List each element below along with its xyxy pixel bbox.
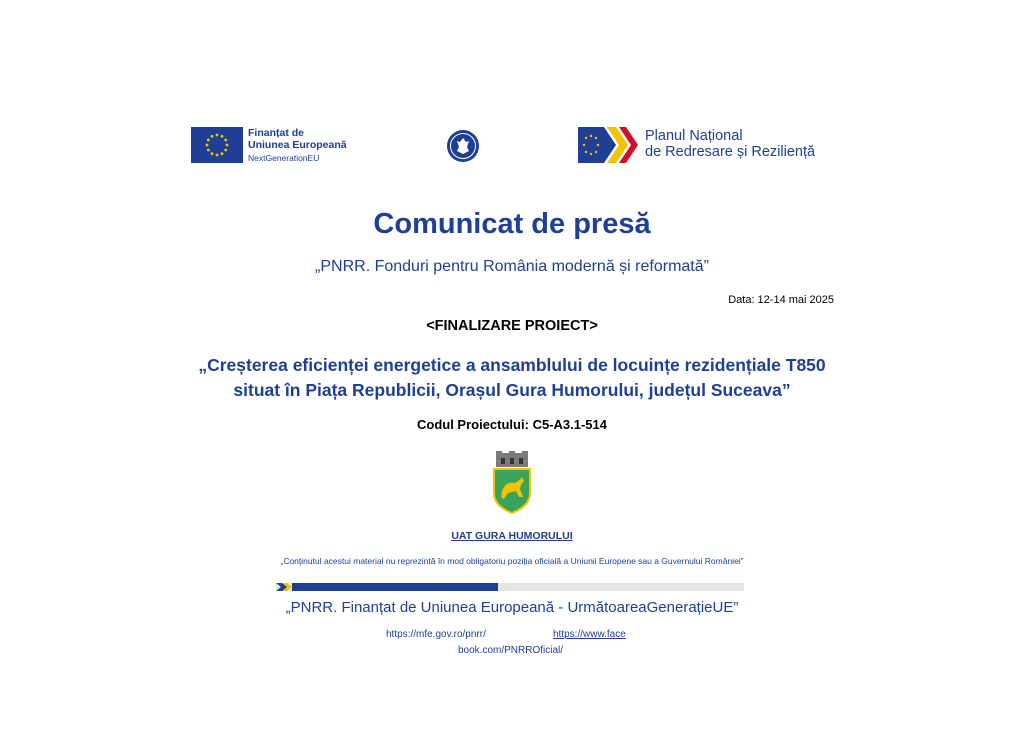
- project-title: [0, 353, 1024, 403]
- mfe-link[interactable]: https://mfe.gov.ro/pnrr/: [386, 629, 486, 640]
- facebook-link-continued[interactable]: book.com/PNRROficial/: [458, 645, 564, 656]
- page-subtitle: „PNRR. Fonduri pentru România modernă și reformată”: [315, 258, 709, 275]
- project-code: [0, 417, 1024, 432]
- facebook-link[interactable]: https://www.face: [553, 629, 626, 640]
- eu-flag-icon: [191, 127, 243, 163]
- project-code-value: C5-A3.1-514: [532, 417, 607, 432]
- decorative-divider-bar: [276, 578, 744, 586]
- eu-funding-line1: Finanțat de: [248, 127, 305, 139]
- project-code-label: Codul Proiectului:: [416, 417, 529, 432]
- press-release-date: Data: 12-14 mai 2025: [728, 294, 834, 306]
- eu-funding-label: [248, 127, 347, 164]
- project-title-line1: „Creșterea eficienței energetice a ansamblului de locuințe rezidențiale T850: [198, 355, 826, 375]
- page-title: Comunicat de presă: [373, 208, 651, 240]
- pnrr-line2: de Redresare și Reziliență: [645, 144, 816, 160]
- footer-slogan: „PNRR. Finanțat de Uniunea Europeană - UrmătoareaGenerațieUE”: [285, 599, 739, 616]
- gura-humorului-coat-of-arms-icon: [490, 451, 534, 515]
- pnrr-label: [645, 128, 815, 160]
- eu-funding-line3: NextGenerationEU: [248, 153, 320, 163]
- romanian-government-seal-icon: [446, 129, 480, 163]
- project-status: <FINALIZARE PROIECT>: [426, 318, 598, 334]
- project-title-line2: situat în Piața Republicii, Orașul Gura Humorului, județul Suceava”: [233, 380, 791, 400]
- eu-funding-line2: Uniunea Europeană: [248, 139, 347, 151]
- beneficiary-link[interactable]: UAT GURA HUMORULUI: [451, 530, 573, 542]
- disclaimer: „Conținutul acestui material nu reprezintă în mod obligatoriu poziția oficială a Uniunii Europene sau a Guvernului României”: [280, 556, 744, 566]
- pnrr-logo-icon: [578, 127, 640, 163]
- pnrr-line1: Planul Național: [645, 128, 743, 144]
